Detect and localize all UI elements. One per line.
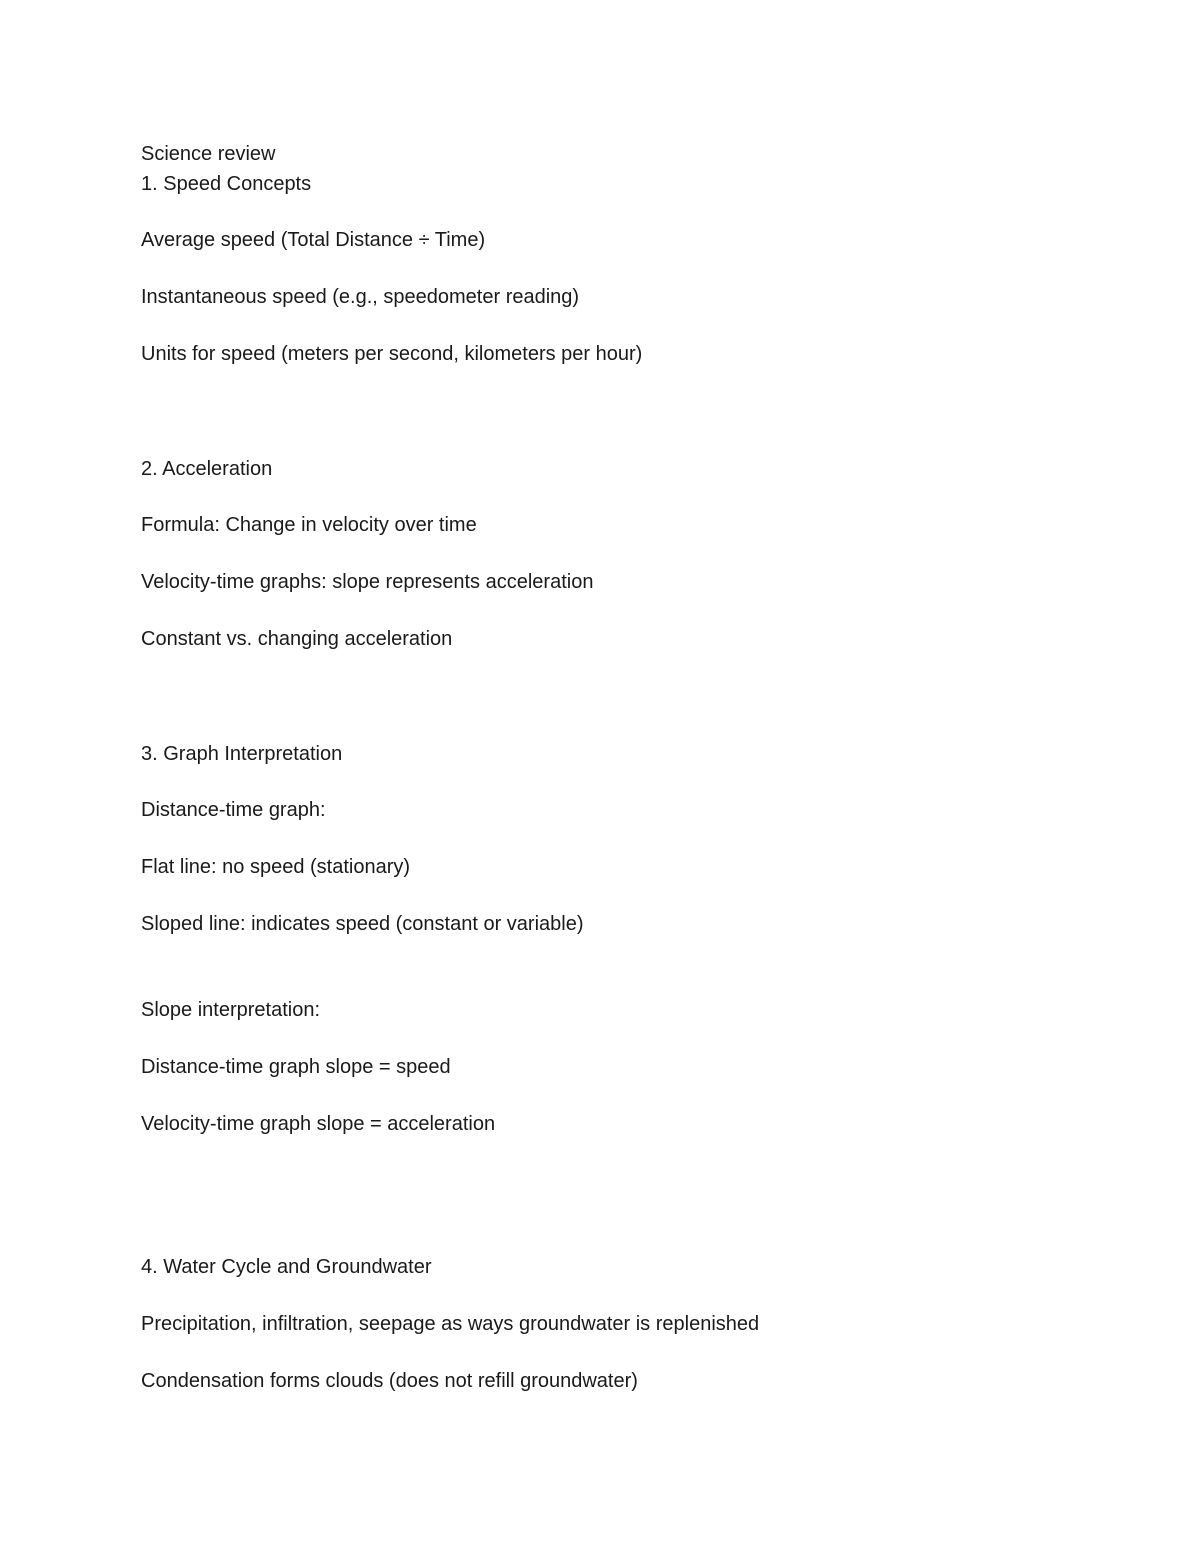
section-item: Distance-time graph: xyxy=(141,799,326,821)
section-item: Sloped line: indicates speed (constant or variable) xyxy=(141,913,584,935)
section-item: Slope interpretation: xyxy=(141,999,321,1021)
section-heading-graph-interpretation: 3. Graph Interpretation xyxy=(141,743,343,765)
section-heading-water-cycle: 4. Water Cycle and Groundwater xyxy=(141,1256,432,1278)
section-heading-acceleration: 2. Acceleration xyxy=(141,458,273,480)
section-item: Velocity-time graph slope = acceleration xyxy=(141,1113,496,1135)
section-item: Units for speed (meters per second, kilometers per hour) xyxy=(141,343,643,365)
document-title: Science review xyxy=(141,143,276,165)
section-item: Precipitation, infiltration, seepage as ways groundwater is replenished xyxy=(141,1313,760,1335)
section-item: Average speed (Total Distance ÷ Time) xyxy=(141,229,486,251)
section-item: Flat line: no speed (stationary) xyxy=(141,856,411,878)
section-item: Velocity-time graphs: slope represents acceleration xyxy=(141,571,594,593)
section-item: Constant vs. changing acceleration xyxy=(141,628,453,650)
section-item: Distance-time graph slope = speed xyxy=(141,1056,451,1078)
section-heading-speed: 1. Speed Concepts xyxy=(141,173,312,195)
section-item: Instantaneous speed (e.g., speedometer reading) xyxy=(141,286,580,308)
section-item: Formula: Change in velocity over time xyxy=(141,514,477,536)
section-item: Condensation forms clouds (does not refill groundwater) xyxy=(141,1370,638,1392)
